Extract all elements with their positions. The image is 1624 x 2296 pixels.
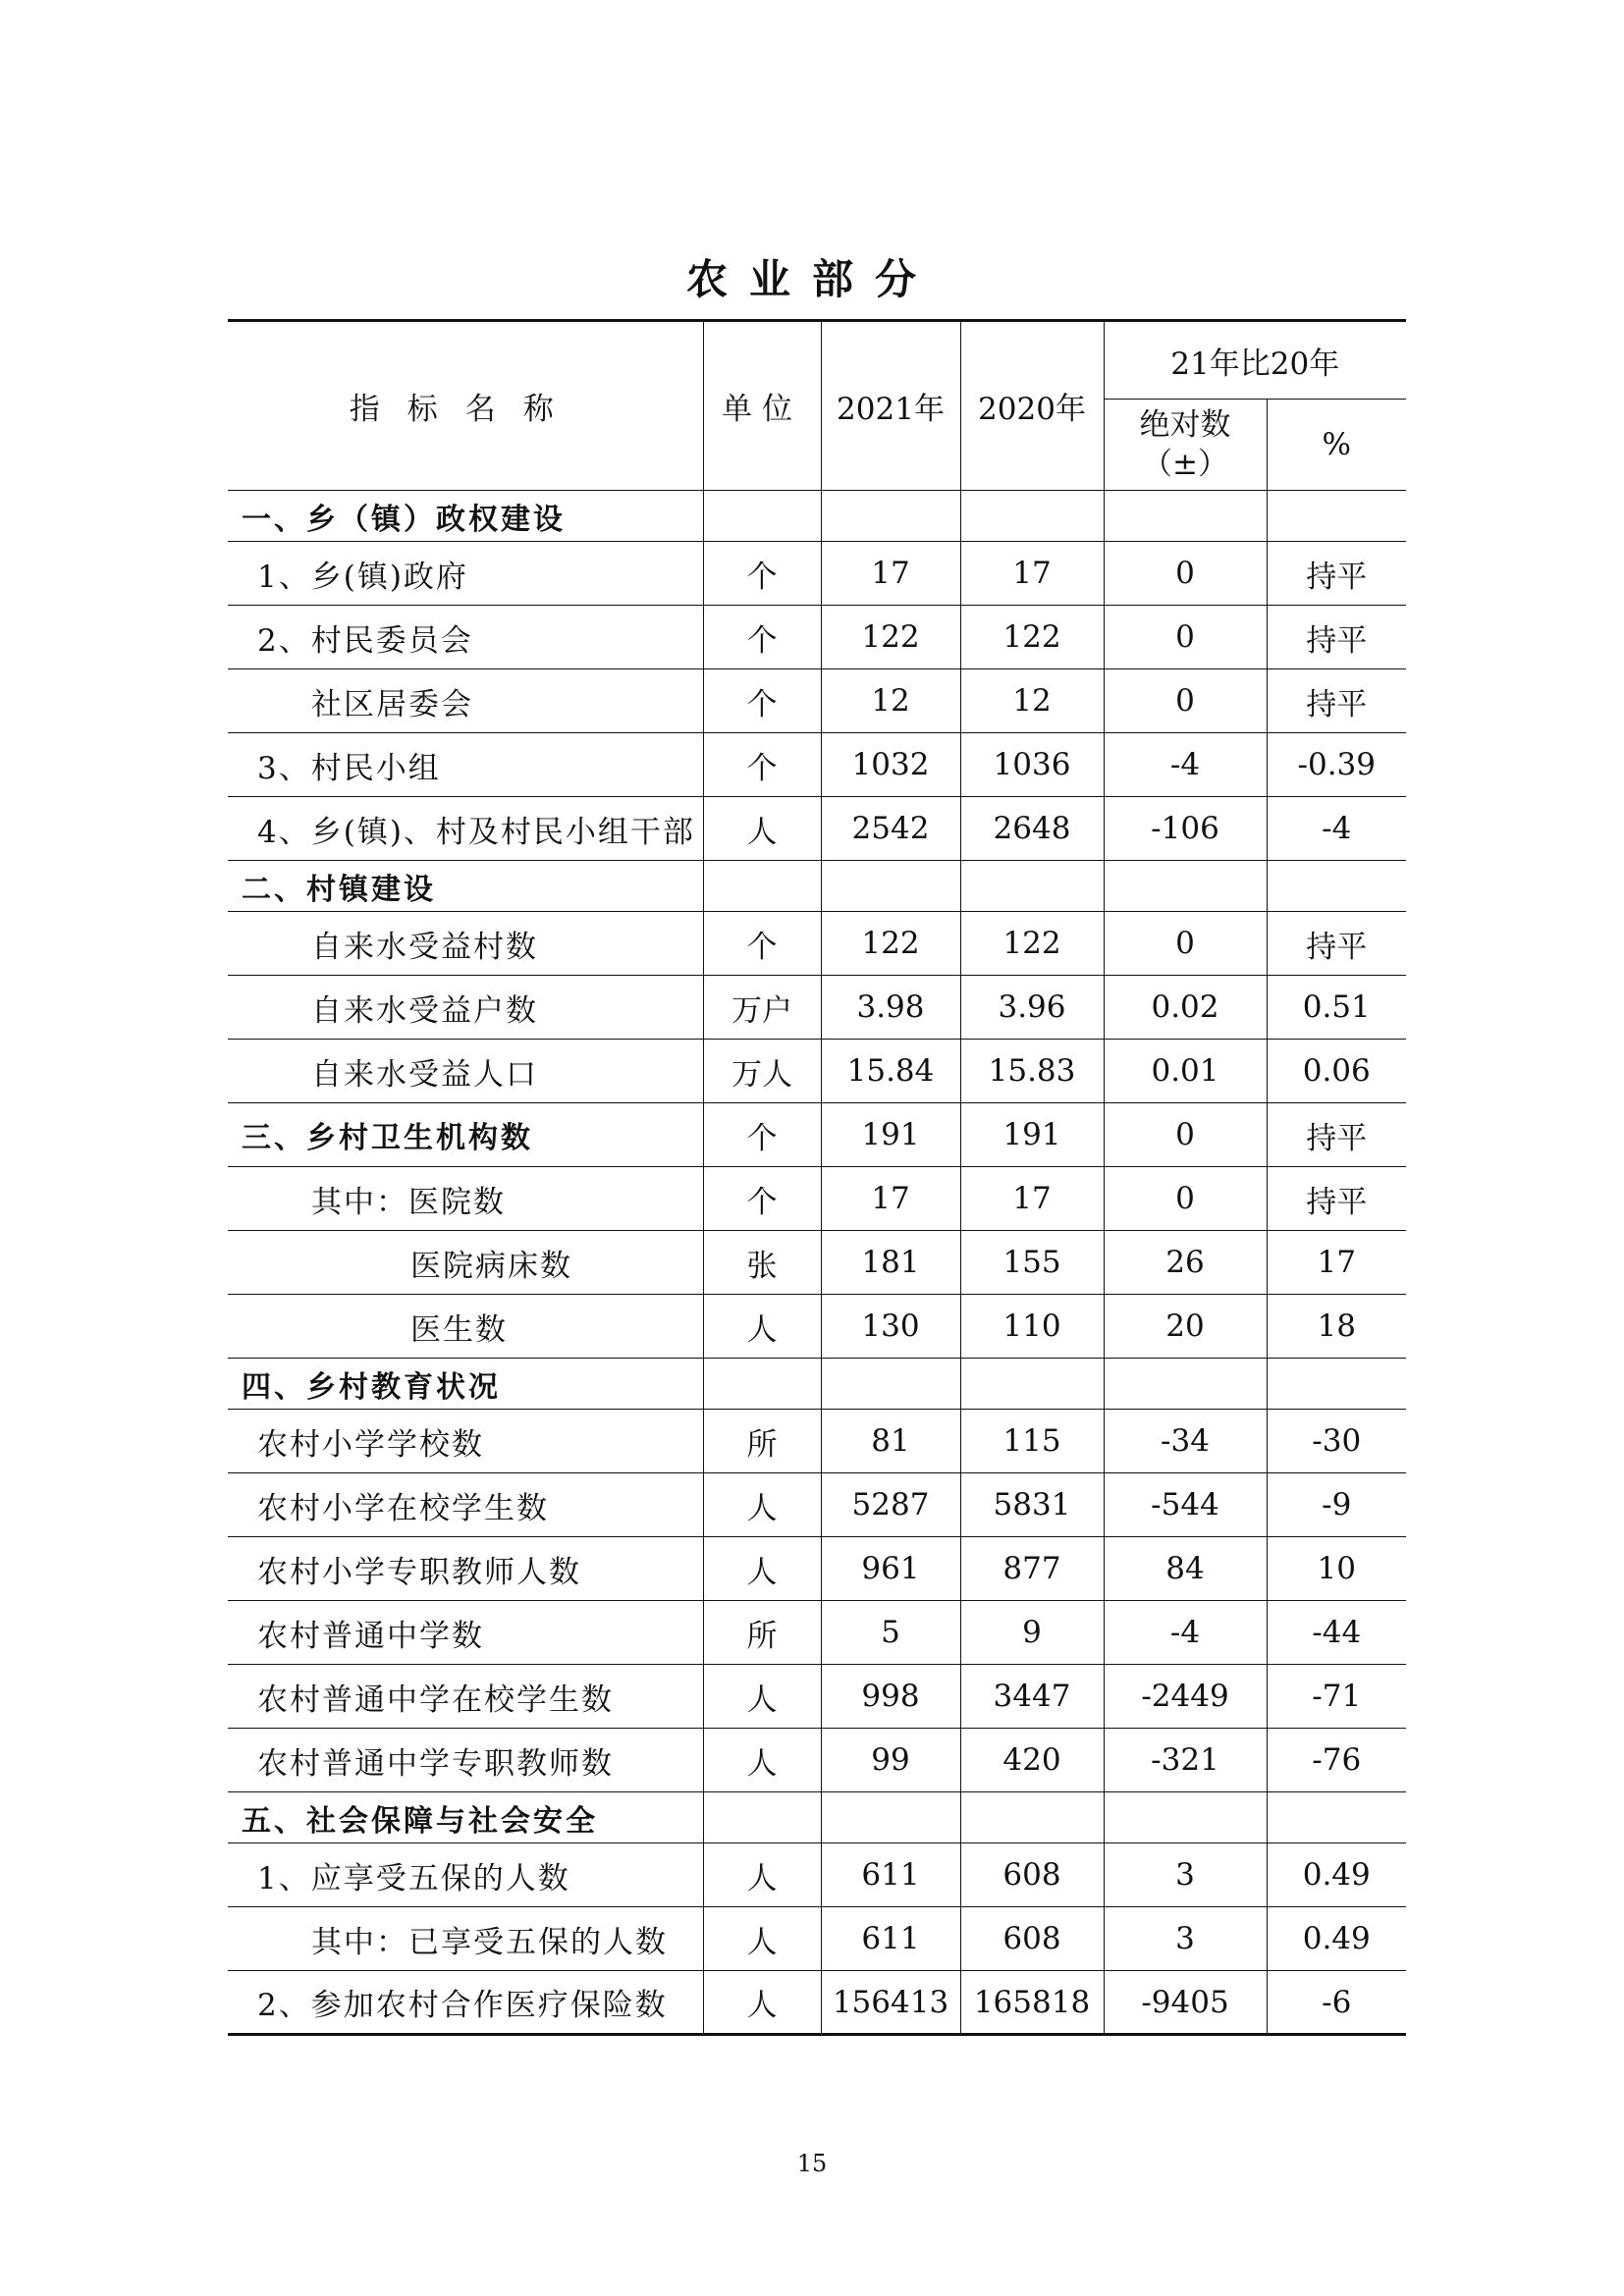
value-2021 [821, 1792, 960, 1843]
pct-change [1267, 1792, 1406, 1843]
value-2020 [960, 1359, 1104, 1410]
section-title: 三、乡村卫生机构数 [228, 1103, 703, 1167]
agriculture-stat-table [228, 319, 1406, 2036]
unit-cell [703, 861, 821, 912]
table-row [228, 797, 1406, 861]
value-2020: 191 [960, 1103, 1104, 1167]
abs-change: 3 [1104, 1907, 1267, 1971]
value-2021: 17 [821, 1167, 960, 1231]
abs-change: -321 [1104, 1729, 1267, 1792]
indicator-name: 自来水受益户数 [228, 976, 703, 1040]
unit-cell: 个 [703, 542, 821, 606]
value-2020: 420 [960, 1729, 1104, 1792]
pct-change [1267, 1359, 1406, 1410]
indicator-name: 农村普通中学在校学生数 [228, 1665, 703, 1729]
pct-change: 持平 [1267, 669, 1406, 733]
table-row [228, 1473, 1406, 1537]
value-2020: 115 [960, 1410, 1104, 1473]
value-2021: 998 [821, 1665, 960, 1729]
header-2021: 2021年 [821, 321, 960, 491]
unit-cell [703, 491, 821, 542]
unit-cell: 人 [703, 1295, 821, 1359]
indicator-name: 医生数 [228, 1295, 703, 1359]
value-2020: 122 [960, 606, 1104, 669]
table-row [228, 1537, 1406, 1601]
value-2021 [821, 861, 960, 912]
value-2021: 191 [821, 1103, 960, 1167]
value-2021: 122 [821, 606, 960, 669]
header-2020: 2020年 [960, 321, 1104, 491]
value-2021: 5287 [821, 1473, 960, 1537]
value-2021 [821, 1359, 960, 1410]
pct-change: -4 [1267, 797, 1406, 861]
indicator-name: 2、村民委员会 [228, 606, 703, 669]
abs-change: 0.01 [1104, 1040, 1267, 1103]
table-row [228, 976, 1406, 1040]
pct-change: 0.06 [1267, 1040, 1406, 1103]
value-2020: 877 [960, 1537, 1104, 1601]
abs-change: 0 [1104, 669, 1267, 733]
header-absolute [1104, 400, 1267, 491]
value-2021: 181 [821, 1231, 960, 1295]
value-2020: 608 [960, 1907, 1104, 1971]
unit-cell: 个 [703, 1167, 821, 1231]
section-row [228, 861, 1406, 912]
table-row [228, 606, 1406, 669]
section-title: 四、乡村教育状况 [228, 1359, 703, 1410]
abs-change [1104, 491, 1267, 542]
unit-cell: 所 [703, 1601, 821, 1665]
unit-cell: 人 [703, 1843, 821, 1907]
unit-cell: 所 [703, 1410, 821, 1473]
section-row [228, 1103, 1406, 1167]
abs-change: -106 [1104, 797, 1267, 861]
section-row [228, 1359, 1406, 1410]
indicator-name: 3、村民小组 [228, 733, 703, 797]
table-row [228, 1295, 1406, 1359]
unit-cell: 个 [703, 1103, 821, 1167]
value-2020: 3447 [960, 1665, 1104, 1729]
value-2021: 611 [821, 1907, 960, 1971]
abs-change [1104, 1792, 1267, 1843]
value-2021: 1032 [821, 733, 960, 797]
value-2020 [960, 491, 1104, 542]
value-2020: 155 [960, 1231, 1104, 1295]
value-2020 [960, 1792, 1104, 1843]
abs-change: -9405 [1104, 1971, 1267, 2035]
indicator-name: 农村普通中学数 [228, 1601, 703, 1665]
section-row [228, 1792, 1406, 1843]
pct-change: 持平 [1267, 1167, 1406, 1231]
abs-change: 0.02 [1104, 976, 1267, 1040]
value-2020: 17 [960, 542, 1104, 606]
abs-change: -544 [1104, 1473, 1267, 1537]
value-2020: 3.96 [960, 976, 1104, 1040]
value-2021: 3.98 [821, 976, 960, 1040]
pct-change: 10 [1267, 1537, 1406, 1601]
value-2020: 17 [960, 1167, 1104, 1231]
abs-change: 0 [1104, 1103, 1267, 1167]
abs-change: -4 [1104, 1601, 1267, 1665]
table-row [228, 1601, 1406, 1665]
unit-cell: 万人 [703, 1040, 821, 1103]
pct-change: -44 [1267, 1601, 1406, 1665]
indicator-name: 农村小学专职教师人数 [228, 1537, 703, 1601]
table-row [228, 1410, 1406, 1473]
unit-cell: 个 [703, 733, 821, 797]
unit-cell: 个 [703, 669, 821, 733]
value-2020: 12 [960, 669, 1104, 733]
pct-change: 持平 [1267, 606, 1406, 669]
table-row [228, 1231, 1406, 1295]
unit-cell: 个 [703, 912, 821, 976]
pct-change: 17 [1267, 1231, 1406, 1295]
table-row [228, 1665, 1406, 1729]
value-2021: 12 [821, 669, 960, 733]
pct-change: -0.39 [1267, 733, 1406, 797]
pct-change: 持平 [1267, 542, 1406, 606]
value-2020: 5831 [960, 1473, 1104, 1537]
value-2021 [821, 491, 960, 542]
indicator-name: 自来水受益村数 [228, 912, 703, 976]
abs-change: -34 [1104, 1410, 1267, 1473]
pct-change: 持平 [1267, 1103, 1406, 1167]
value-2021: 99 [821, 1729, 960, 1792]
indicator-name: 其中：医院数 [228, 1167, 703, 1231]
value-2020: 110 [960, 1295, 1104, 1359]
table-row [228, 1729, 1406, 1792]
section-row [228, 491, 1406, 542]
header-compare: 21年比20年 [1104, 321, 1406, 400]
header-absolute-text: 绝对数（±） [1139, 407, 1231, 482]
table-row [228, 1040, 1406, 1103]
table-row [228, 1843, 1406, 1907]
abs-change: 3 [1104, 1843, 1267, 1907]
indicator-name: 农村小学学校数 [228, 1410, 703, 1473]
value-2020: 2648 [960, 797, 1104, 861]
page-number: 15 [796, 2150, 828, 2177]
table-row [228, 669, 1406, 733]
pct-change [1267, 491, 1406, 542]
value-2020: 608 [960, 1843, 1104, 1907]
value-2020: 165818 [960, 1971, 1104, 2035]
header-percent: % [1267, 400, 1406, 491]
table-row [228, 733, 1406, 797]
pct-change: -9 [1267, 1473, 1406, 1537]
pct-change: -6 [1267, 1971, 1406, 2035]
unit-cell: 万户 [703, 976, 821, 1040]
abs-change: -4 [1104, 733, 1267, 797]
value-2021: 2542 [821, 797, 960, 861]
unit-cell [703, 1359, 821, 1410]
pct-change: 18 [1267, 1295, 1406, 1359]
value-2021: 17 [821, 542, 960, 606]
indicator-name: 社区居委会 [228, 669, 703, 733]
value-2021: 156413 [821, 1971, 960, 2035]
pct-change [1267, 861, 1406, 912]
abs-change: 20 [1104, 1295, 1267, 1359]
header-indicator-name: 指标名称 [228, 321, 703, 491]
value-2020: 1036 [960, 733, 1104, 797]
pct-change: -30 [1267, 1410, 1406, 1473]
table-body [228, 491, 1406, 2035]
unit-cell [703, 1792, 821, 1843]
pct-change: 0.51 [1267, 976, 1406, 1040]
value-2020: 15.83 [960, 1040, 1104, 1103]
pct-change: -76 [1267, 1729, 1406, 1792]
value-2020 [960, 861, 1104, 912]
table-row [228, 1167, 1406, 1231]
pct-change: 0.49 [1267, 1843, 1406, 1907]
indicator-name: 1、乡(镇)政府 [228, 542, 703, 606]
value-2021: 961 [821, 1537, 960, 1601]
indicator-name: 1、应享受五保的人数 [228, 1843, 703, 1907]
indicator-name: 2、参加农村合作医疗保险数 [228, 1971, 703, 2035]
pct-change: 0.49 [1267, 1907, 1406, 1971]
header-unit: 单位 [703, 321, 821, 491]
abs-change: 0 [1104, 1167, 1267, 1231]
unit-cell: 人 [703, 1729, 821, 1792]
abs-change: 0 [1104, 542, 1267, 606]
abs-change: 0 [1104, 912, 1267, 976]
table-row [228, 542, 1406, 606]
value-2021: 5 [821, 1601, 960, 1665]
indicator-name: 医院病床数 [228, 1231, 703, 1295]
indicator-name: 农村小学在校学生数 [228, 1473, 703, 1537]
unit-cell: 人 [703, 1665, 821, 1729]
abs-change: 0 [1104, 606, 1267, 669]
pct-change: 持平 [1267, 912, 1406, 976]
indicator-name: 4、乡(镇)、村及村民小组干部 [228, 797, 703, 861]
unit-cell: 人 [703, 797, 821, 861]
section-title: 五、社会保障与社会安全 [228, 1792, 703, 1843]
unit-cell: 人 [703, 1537, 821, 1601]
unit-cell: 人 [703, 1473, 821, 1537]
value-2021: 130 [821, 1295, 960, 1359]
table-row [228, 1971, 1406, 2035]
unit-cell: 张 [703, 1231, 821, 1295]
section-title: 一、乡（镇）政权建设 [228, 491, 703, 542]
abs-change: -2449 [1104, 1665, 1267, 1729]
value-2021: 81 [821, 1410, 960, 1473]
page-title: 农业部分 [685, 255, 938, 303]
abs-change: 84 [1104, 1537, 1267, 1601]
unit-cell: 个 [703, 606, 821, 669]
value-2020: 122 [960, 912, 1104, 976]
indicator-name: 自来水受益人口 [228, 1040, 703, 1103]
unit-cell: 人 [703, 1907, 821, 1971]
table-row [228, 1907, 1406, 1971]
unit-cell: 人 [703, 1971, 821, 2035]
abs-change [1104, 861, 1267, 912]
table-row [228, 912, 1406, 976]
indicator-name: 农村普通中学专职教师数 [228, 1729, 703, 1792]
pct-change: -71 [1267, 1665, 1406, 1729]
indicator-name: 其中：已享受五保的人数 [228, 1907, 703, 1971]
value-2021: 122 [821, 912, 960, 976]
abs-change [1104, 1359, 1267, 1410]
value-2020: 9 [960, 1601, 1104, 1665]
value-2021: 611 [821, 1843, 960, 1907]
section-title: 二、村镇建设 [228, 861, 703, 912]
abs-change: 26 [1104, 1231, 1267, 1295]
value-2021: 15.84 [821, 1040, 960, 1103]
